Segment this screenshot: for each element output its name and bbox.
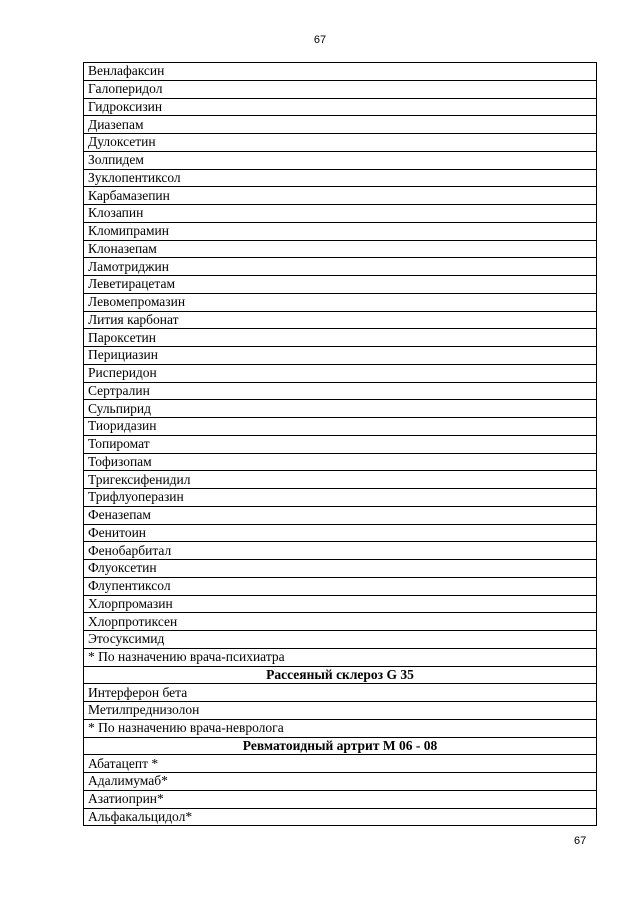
- table-row: [84, 63, 597, 81]
- table-row: [84, 542, 597, 560]
- table-row: [84, 418, 597, 436]
- table-cell: Сульпирид: [84, 400, 597, 418]
- table-cell: Альфакальцидол*: [84, 808, 597, 826]
- table-row: [84, 151, 597, 169]
- table-row: [84, 364, 597, 382]
- table-row: [84, 595, 597, 613]
- table-cell: Карбамазепин: [84, 187, 597, 205]
- table-cell: Абатацепт *: [84, 755, 597, 773]
- table-cell: Фенобарбитал: [84, 542, 597, 560]
- table-row: [84, 400, 597, 418]
- table-cell: Перициазин: [84, 347, 597, 365]
- table-cell: Венлафаксин: [84, 63, 597, 81]
- table-cell: * По назначению врача-невролога: [84, 719, 597, 737]
- table-row: [84, 382, 597, 400]
- table-cell: Тригексифенидил: [84, 471, 597, 489]
- table-cell: Метилпреднизолон: [84, 702, 597, 720]
- table-cell: Тиоридазин: [84, 418, 597, 436]
- table-cell: Леветирацетам: [84, 276, 597, 294]
- table-row: [84, 80, 597, 98]
- table-cell: Кломипрамин: [84, 222, 597, 240]
- table-row: [84, 329, 597, 347]
- table-cell: Зуклопентиксол: [84, 169, 597, 187]
- table-row: [84, 311, 597, 329]
- table-row: [84, 577, 597, 595]
- table-cell: Дулоксетин: [84, 134, 597, 152]
- table-row: [84, 489, 597, 507]
- table-cell: Галоперидол: [84, 80, 597, 98]
- table-row: [84, 98, 597, 116]
- table-row: [84, 347, 597, 365]
- table-cell: Клозапин: [84, 205, 597, 223]
- table-cell: Тофизопам: [84, 453, 597, 471]
- table-row: [84, 560, 597, 578]
- page-number-bottom: 67: [574, 835, 587, 847]
- table-cell: Хлорпротиксен: [84, 613, 597, 631]
- table-row: [84, 453, 597, 471]
- table-cell: Хлорпромазин: [84, 595, 597, 613]
- table-cell: Золпидем: [84, 151, 597, 169]
- table-row: [84, 258, 597, 276]
- table-cell: Клоназепам: [84, 240, 597, 258]
- table-cell: Пароксетин: [84, 329, 597, 347]
- drug-list-table: [83, 62, 597, 826]
- section-header-cell: Ревматоидный артрит М 06 - 08: [84, 737, 597, 755]
- table-row: [84, 684, 597, 702]
- table-row: [84, 116, 597, 134]
- section-header-row: [84, 666, 597, 684]
- table-cell: Азатиоприн*: [84, 790, 597, 808]
- table-row: [84, 613, 597, 631]
- table-cell: Адалимумаб*: [84, 773, 597, 791]
- table-cell: Фенитоин: [84, 524, 597, 542]
- table-row: [84, 205, 597, 223]
- table-row: [84, 471, 597, 489]
- table-cell: Интерферон бета: [84, 684, 597, 702]
- section-header-row: [84, 737, 597, 755]
- table-row: [84, 719, 597, 737]
- table-row: [84, 702, 597, 720]
- table-row: [84, 648, 597, 666]
- table-row: [84, 240, 597, 258]
- table-cell: Этосуксимид: [84, 631, 597, 649]
- table-row: [84, 276, 597, 294]
- table-cell: Флуоксетин: [84, 560, 597, 578]
- table-row: [84, 134, 597, 152]
- table-cell: Сертралин: [84, 382, 597, 400]
- drug-list-body: [84, 63, 597, 826]
- table-row: [84, 773, 597, 791]
- table-row: [84, 631, 597, 649]
- table-row: [84, 506, 597, 524]
- table-cell: Лития карбонат: [84, 311, 597, 329]
- table-row: [84, 524, 597, 542]
- table-cell: Трифлуоперазин: [84, 489, 597, 507]
- table-row: [84, 435, 597, 453]
- table-row: [84, 187, 597, 205]
- table-cell: Гидроксизин: [84, 98, 597, 116]
- table-cell: Флупентиксол: [84, 577, 597, 595]
- table-cell: Ламотриджин: [84, 258, 597, 276]
- table-row: [84, 755, 597, 773]
- table-cell: Феназепам: [84, 506, 597, 524]
- table-row: [84, 293, 597, 311]
- table-cell: Рисперидон: [84, 364, 597, 382]
- table-cell: Топиромат: [84, 435, 597, 453]
- section-header-cell: Рассеяный склероз G 35: [84, 666, 597, 684]
- table-cell: * По назначению врача-психиатра: [84, 648, 597, 666]
- table-cell: Левомепромазин: [84, 293, 597, 311]
- table-cell: Диазепам: [84, 116, 597, 134]
- table-row: [84, 169, 597, 187]
- table-row: [84, 790, 597, 808]
- table-row: [84, 808, 597, 826]
- table-row: [84, 222, 597, 240]
- page-number-top: 67: [313, 34, 327, 46]
